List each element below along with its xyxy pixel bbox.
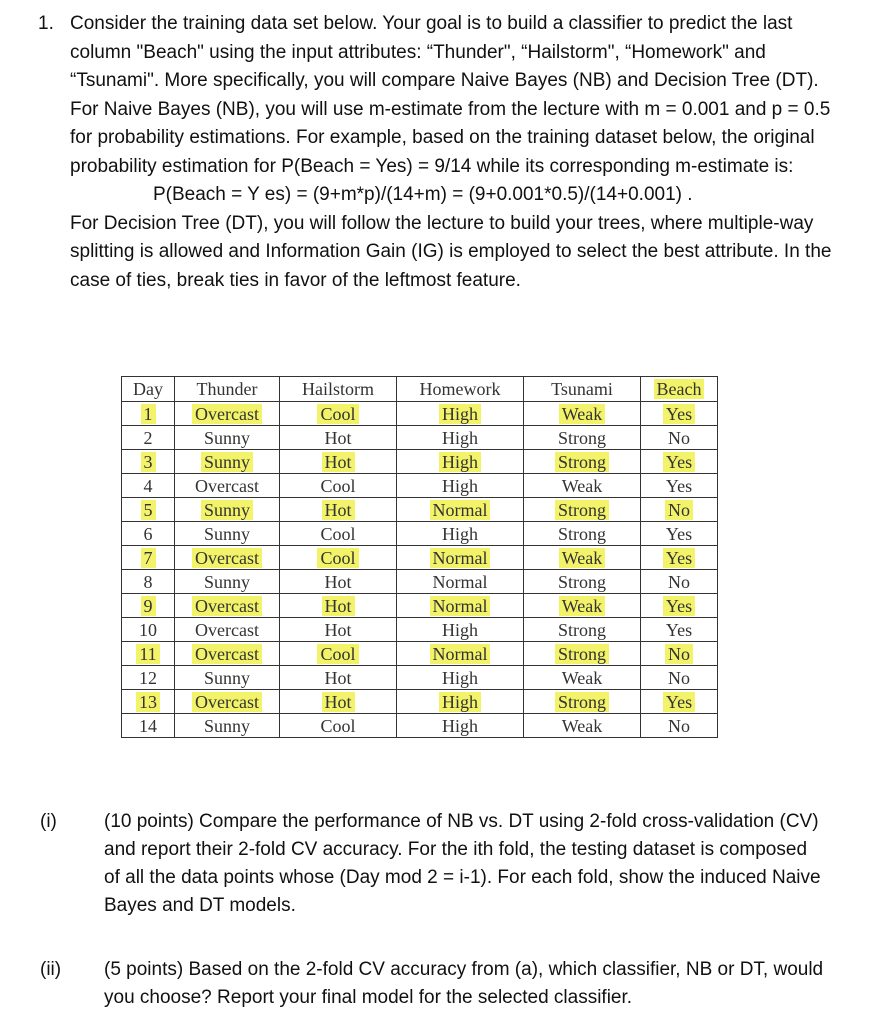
cell-tsunami-value: Strong bbox=[557, 571, 606, 592]
cell-tsunami bbox=[524, 618, 641, 642]
table-row bbox=[122, 402, 718, 426]
training-data-table-wrapper bbox=[121, 376, 718, 738]
cell-hailstorm bbox=[280, 618, 397, 642]
cell-hailstorm-value: Hot bbox=[324, 619, 352, 640]
cell-homework bbox=[397, 450, 524, 474]
cell-hailstorm bbox=[280, 666, 397, 690]
cell-tsunami-value: Weak bbox=[559, 548, 606, 568]
cell-day bbox=[122, 642, 175, 666]
cell-tsunami bbox=[524, 450, 641, 474]
cell-hailstorm bbox=[280, 450, 397, 474]
cell-thunder-value: Sunny bbox=[203, 715, 250, 736]
cell-thunder bbox=[175, 522, 280, 546]
cell-thunder bbox=[175, 426, 280, 450]
cell-thunder bbox=[175, 570, 280, 594]
table-row bbox=[122, 522, 718, 546]
table-header-row bbox=[122, 377, 718, 402]
cell-homework-value: High bbox=[442, 427, 478, 448]
cell-hailstorm bbox=[280, 498, 397, 522]
cell-hailstorm-value: Cool bbox=[320, 523, 356, 544]
cell-thunder bbox=[175, 594, 280, 618]
cell-day bbox=[122, 714, 175, 738]
cell-tsunami bbox=[524, 714, 641, 738]
cell-homework-value: High bbox=[442, 619, 478, 640]
cell-tsunami-value: Strong bbox=[557, 427, 606, 448]
cell-day bbox=[122, 426, 175, 450]
cell-thunder-value: Sunny bbox=[201, 500, 253, 520]
cell-tsunami-value: Weak bbox=[559, 404, 606, 424]
cell-beach bbox=[641, 474, 718, 498]
cell-tsunami bbox=[524, 570, 641, 594]
cell-homework bbox=[397, 498, 524, 522]
cell-tsunami-value: Weak bbox=[559, 596, 606, 616]
cell-day bbox=[122, 594, 175, 618]
part-ii bbox=[40, 956, 824, 1012]
cell-homework bbox=[397, 474, 524, 498]
table-row bbox=[122, 618, 718, 642]
part-i-label: (i) bbox=[40, 811, 57, 832]
cell-hailstorm-value: Cool bbox=[317, 404, 358, 424]
cell-homework-value: High bbox=[442, 667, 478, 688]
cell-thunder bbox=[175, 402, 280, 426]
cell-day-value: 8 bbox=[143, 571, 153, 592]
header-tsunami: Tsunami bbox=[524, 377, 641, 402]
cell-beach bbox=[641, 642, 718, 666]
cell-beach-value: No bbox=[668, 427, 690, 448]
cell-homework-value: High bbox=[442, 715, 478, 736]
cell-day bbox=[122, 618, 175, 642]
cell-homework bbox=[397, 594, 524, 618]
cell-day bbox=[122, 522, 175, 546]
cell-homework bbox=[397, 426, 524, 450]
cell-thunder-value: Overcast bbox=[195, 619, 259, 640]
cell-homework-value: Normal bbox=[430, 548, 491, 568]
table-row bbox=[122, 546, 718, 570]
cell-thunder-value: Overcast bbox=[192, 548, 262, 568]
cell-day-value: 1 bbox=[141, 404, 156, 424]
cell-day-value: 6 bbox=[143, 523, 153, 544]
cell-beach bbox=[641, 666, 718, 690]
cell-tsunami bbox=[524, 498, 641, 522]
cell-thunder bbox=[175, 690, 280, 714]
table-row bbox=[122, 714, 718, 738]
cell-day bbox=[122, 450, 175, 474]
cell-day-value: 12 bbox=[139, 667, 157, 688]
cell-homework bbox=[397, 522, 524, 546]
cell-beach bbox=[641, 450, 718, 474]
cell-homework bbox=[397, 618, 524, 642]
cell-tsunami-value: Strong bbox=[555, 452, 609, 472]
cell-homework-value: Normal bbox=[430, 500, 491, 520]
cell-tsunami-value: Strong bbox=[557, 523, 606, 544]
cell-hailstorm bbox=[280, 474, 397, 498]
question-intro: Consider the training data set below. Your goal is to build a classifier to predict the last column "Beach" using the input attributes: “Thunder", “Hailstorm", “Homework" and “Tsunami". More specifically, you will compare Naive Bayes (NB) and Decision Tree (DT). bbox=[70, 13, 819, 91]
cell-hailstorm-value: Cool bbox=[317, 644, 358, 664]
cell-beach-value: Yes bbox=[665, 523, 693, 544]
table-body bbox=[122, 402, 718, 738]
cell-homework-value: Normal bbox=[430, 596, 491, 616]
cell-thunder-value: Sunny bbox=[201, 452, 253, 472]
cell-thunder bbox=[175, 474, 280, 498]
cell-hailstorm-value: Hot bbox=[322, 596, 355, 616]
cell-homework-value: Normal bbox=[432, 571, 488, 592]
cell-day-value: 9 bbox=[141, 596, 156, 616]
cell-hailstorm-value: Cool bbox=[320, 475, 356, 496]
cell-day bbox=[122, 498, 175, 522]
cell-day-value: 11 bbox=[136, 644, 159, 664]
cell-beach bbox=[641, 618, 718, 642]
cell-hailstorm bbox=[280, 570, 397, 594]
cell-thunder-value: Overcast bbox=[192, 596, 262, 616]
table-row bbox=[122, 570, 718, 594]
cell-hailstorm bbox=[280, 690, 397, 714]
cell-beach bbox=[641, 594, 718, 618]
cell-thunder-value: Overcast bbox=[192, 692, 262, 712]
cell-tsunami-value: Strong bbox=[555, 692, 609, 712]
table-row bbox=[122, 474, 718, 498]
cell-beach-value: Yes bbox=[663, 596, 695, 616]
cell-tsunami bbox=[524, 690, 641, 714]
cell-hailstorm bbox=[280, 714, 397, 738]
cell-thunder bbox=[175, 714, 280, 738]
cell-homework-value: High bbox=[439, 692, 481, 712]
cell-day bbox=[122, 474, 175, 498]
cell-thunder-value: Sunny bbox=[203, 427, 250, 448]
cell-beach-value: Yes bbox=[665, 619, 693, 640]
cell-hailstorm bbox=[280, 642, 397, 666]
cell-day bbox=[122, 402, 175, 426]
cell-homework bbox=[397, 570, 524, 594]
cell-day-value: 4 bbox=[143, 475, 153, 496]
cell-thunder bbox=[175, 450, 280, 474]
cell-hailstorm-value: Hot bbox=[322, 692, 355, 712]
cell-beach-value: No bbox=[668, 571, 690, 592]
cell-homework-value: High bbox=[442, 475, 478, 496]
cell-tsunami bbox=[524, 642, 641, 666]
cell-thunder-value: Sunny bbox=[203, 523, 250, 544]
header-hailstorm: Hailstorm bbox=[280, 377, 397, 402]
cell-beach bbox=[641, 426, 718, 450]
table-row bbox=[122, 690, 718, 714]
part-i bbox=[40, 808, 824, 920]
cell-homework bbox=[397, 546, 524, 570]
cell-beach bbox=[641, 690, 718, 714]
cell-hailstorm-value: Cool bbox=[320, 715, 356, 736]
table-row bbox=[122, 498, 718, 522]
cell-day bbox=[122, 570, 175, 594]
cell-tsunami bbox=[524, 522, 641, 546]
cell-thunder-value: Overcast bbox=[192, 404, 262, 424]
cell-homework bbox=[397, 666, 524, 690]
naive-bayes-instructions: For Naive Bayes (NB), you will use m-estimate from the lecture with m = 0.001 and p = 0.5 for probability estimations. For example, based on the training dataset below, the original probability estimation for P(Beach = Yes) = 9/14 while its corresponding m-estimate is: bbox=[70, 98, 831, 177]
cell-beach bbox=[641, 546, 718, 570]
cell-day-value: 13 bbox=[136, 692, 160, 712]
cell-day bbox=[122, 546, 175, 570]
part-ii-label: (ii) bbox=[40, 959, 62, 980]
cell-homework-value: High bbox=[442, 523, 478, 544]
table-row bbox=[122, 642, 718, 666]
m-estimate-formula: P(Beach = Y es) = (9+m*p)/(14+m) = (9+0.001*0.5)/(14+0.001) . bbox=[153, 184, 693, 205]
question-body bbox=[70, 10, 838, 295]
cell-homework-value: High bbox=[439, 404, 481, 424]
header-day: Day bbox=[122, 377, 175, 402]
cell-thunder bbox=[175, 666, 280, 690]
cell-thunder bbox=[175, 642, 280, 666]
cell-hailstorm-value: Hot bbox=[324, 427, 352, 448]
cell-hailstorm bbox=[280, 522, 397, 546]
cell-tsunami-value: Strong bbox=[557, 619, 606, 640]
cell-hailstorm bbox=[280, 402, 397, 426]
cell-tsunami-value: Strong bbox=[555, 644, 609, 664]
cell-beach-value: No bbox=[668, 715, 690, 736]
cell-thunder bbox=[175, 546, 280, 570]
cell-hailstorm-value: Hot bbox=[322, 500, 355, 520]
cell-homework bbox=[397, 642, 524, 666]
cell-hailstorm bbox=[280, 546, 397, 570]
cell-tsunami-value: Weak bbox=[561, 715, 603, 736]
cell-beach bbox=[641, 570, 718, 594]
cell-beach-value: Yes bbox=[663, 692, 695, 712]
part-ii-text: (5 points) Based on the 2-fold CV accuracy from (a), which classifier, NB or DT, would you choose? Report your final model for the selected classifier. bbox=[104, 959, 824, 1008]
cell-day-value: 7 bbox=[141, 548, 156, 568]
cell-beach-value: Yes bbox=[663, 404, 695, 424]
cell-hailstorm bbox=[280, 594, 397, 618]
cell-beach-value: Yes bbox=[663, 548, 695, 568]
training-data-table bbox=[121, 376, 718, 738]
cell-homework bbox=[397, 690, 524, 714]
cell-beach-value: No bbox=[668, 667, 690, 688]
cell-beach-value: Yes bbox=[665, 475, 693, 496]
table-row bbox=[122, 426, 718, 450]
cell-beach bbox=[641, 402, 718, 426]
cell-day-value: 2 bbox=[143, 427, 153, 448]
cell-hailstorm-value: Hot bbox=[322, 452, 355, 472]
cell-tsunami bbox=[524, 402, 641, 426]
cell-tsunami-value: Strong bbox=[555, 500, 609, 520]
cell-beach bbox=[641, 522, 718, 546]
cell-thunder bbox=[175, 498, 280, 522]
cell-tsunami bbox=[524, 474, 641, 498]
header-thunder: Thunder bbox=[175, 377, 280, 402]
header-homework: Homework bbox=[397, 377, 524, 402]
cell-beach bbox=[641, 714, 718, 738]
cell-day-value: 5 bbox=[141, 500, 156, 520]
cell-day-value: 3 bbox=[141, 452, 156, 472]
table-row bbox=[122, 450, 718, 474]
cell-thunder-value: Sunny bbox=[203, 571, 250, 592]
cell-tsunami bbox=[524, 546, 641, 570]
question-number: 1. bbox=[38, 13, 54, 34]
part-i-text: (10 points) Compare the performance of NB vs. DT using 2-fold cross-validation (CV) and report their 2-fold CV accuracy. For the ith fold, the testing dataset is composed of all the data points whose (Day mod 2 = i-1). For each fold, show the induced Naive Bayes and DT models. bbox=[104, 811, 821, 916]
table-row bbox=[122, 594, 718, 618]
cell-tsunami bbox=[524, 666, 641, 690]
cell-tsunami-value: Weak bbox=[561, 667, 603, 688]
cell-tsunami-value: Weak bbox=[561, 475, 603, 496]
cell-hailstorm-value: Hot bbox=[324, 571, 352, 592]
cell-thunder-value: Overcast bbox=[195, 475, 259, 496]
question-1 bbox=[38, 10, 838, 295]
cell-homework bbox=[397, 402, 524, 426]
cell-day-value: 14 bbox=[139, 715, 157, 736]
cell-beach-value: No bbox=[665, 644, 693, 664]
cell-homework-value: High bbox=[439, 452, 481, 472]
cell-day bbox=[122, 690, 175, 714]
cell-day bbox=[122, 666, 175, 690]
cell-hailstorm-value: Cool bbox=[317, 548, 358, 568]
cell-beach-value: No bbox=[665, 500, 693, 520]
cell-day-value: 10 bbox=[139, 619, 157, 640]
cell-tsunami bbox=[524, 426, 641, 450]
cell-beach bbox=[641, 498, 718, 522]
cell-thunder-value: Sunny bbox=[203, 667, 250, 688]
cell-tsunami bbox=[524, 594, 641, 618]
decision-tree-instructions: For Decision Tree (DT), you will follow the lecture to build your trees, where multiple-way splitting is allowed and Information Gain (IG) is employed to select the best attribute. In the case of ties, break ties in favor of the leftmost feature. bbox=[70, 212, 832, 291]
cell-homework bbox=[397, 714, 524, 738]
header-beach-label: Beach bbox=[654, 379, 705, 399]
header-beach bbox=[641, 377, 718, 402]
cell-homework-value: Normal bbox=[430, 644, 491, 664]
cell-hailstorm-value: Hot bbox=[324, 667, 352, 688]
cell-thunder bbox=[175, 618, 280, 642]
cell-beach-value: Yes bbox=[663, 452, 695, 472]
cell-hailstorm bbox=[280, 426, 397, 450]
cell-thunder-value: Overcast bbox=[192, 644, 262, 664]
table-row bbox=[122, 666, 718, 690]
